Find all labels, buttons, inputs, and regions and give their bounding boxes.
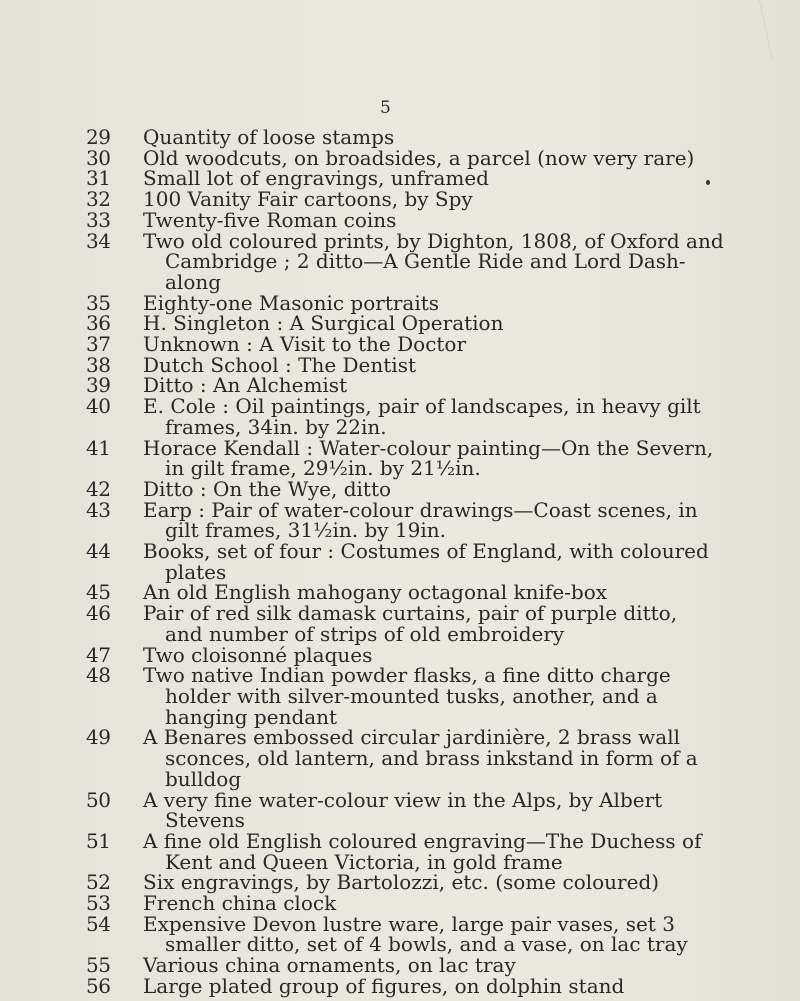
lot-description-line: Ditto : On the Wye, ditto xyxy=(143,476,392,501)
lot-description-line: Expensive Devon lustre ware, large pair vases, set 3 xyxy=(143,911,675,936)
lot-number: 36 xyxy=(86,311,111,336)
lot-description xyxy=(143,290,786,315)
lot-number: 54 xyxy=(86,911,111,936)
lot-item xyxy=(86,911,786,957)
lot-description-line: Six engravings, by Bartolozzi, etc. (some coloured) xyxy=(143,870,660,895)
lot-item xyxy=(86,476,786,501)
lot-number: 55 xyxy=(86,953,111,978)
lot-item xyxy=(86,603,786,644)
lot-description-continuation: plates xyxy=(165,559,227,584)
lot-number: 43 xyxy=(86,497,111,522)
lot-description xyxy=(143,476,786,501)
lot-item xyxy=(86,642,786,667)
lot-item xyxy=(86,828,786,874)
lot-number: 31 xyxy=(86,166,111,191)
lot-description-continuation: and number of strips of old embroidery xyxy=(165,621,565,646)
lot-number: 47 xyxy=(86,642,111,667)
lot-description-line: E. Cole : Oil paintings, pair of landscapes, in heavy gilt xyxy=(143,394,701,419)
lot-item xyxy=(86,497,786,543)
lot-description xyxy=(144,603,786,644)
lot-number: 32 xyxy=(86,187,111,212)
lot-item xyxy=(86,435,786,481)
lot-description xyxy=(143,435,786,481)
lot-item xyxy=(86,375,786,396)
lot-item xyxy=(86,541,786,582)
lot-description-line: A very fine water-colour view in the Alps, by Albert xyxy=(143,787,663,812)
lot-description xyxy=(143,352,786,377)
lot-description-line: 100 Vanity Fair cartoons, by Spy xyxy=(143,187,473,212)
lot-item xyxy=(86,334,786,355)
lot-item xyxy=(86,582,786,603)
lot-description xyxy=(143,145,786,170)
lot-description xyxy=(143,973,786,998)
lot-description-continuation: sconces, old lantern, and brass inkstand in form of a xyxy=(165,746,698,771)
lot-description xyxy=(143,497,786,543)
lot-item xyxy=(86,145,786,170)
lot-description-continuation: frames, 34in. by 22in. xyxy=(165,414,387,439)
lot-number: 42 xyxy=(86,476,111,501)
lot-description-continuation: along xyxy=(165,269,222,294)
lot-item xyxy=(86,665,786,727)
lot-description-line: Small lot of engravings, unframed xyxy=(143,166,489,191)
lot-number: 46 xyxy=(86,601,111,626)
lot-description-continuation: in gilt frame, 29½in. by 21½in. xyxy=(165,456,481,481)
lot-description xyxy=(144,396,786,437)
lot-item xyxy=(86,955,786,976)
lot-description-continuation: bulldog xyxy=(165,766,242,791)
lot-number: 51 xyxy=(86,828,111,853)
lot-description-line: Two native Indian powder flasks, a fine ditto charge xyxy=(143,663,671,688)
lot-number: 34 xyxy=(86,228,111,253)
lot-number: 39 xyxy=(86,373,111,398)
lot-description-line: Horace Kendall : Water-colour painting—On the Severn, xyxy=(143,435,714,460)
lot-number: 37 xyxy=(86,332,111,357)
lot-description xyxy=(144,334,786,355)
lot-item xyxy=(86,189,786,210)
lot-number: 29 xyxy=(86,125,111,149)
lot-description-line: Ditto : An Alchemist xyxy=(143,373,348,398)
lot-description-continuation: Kent and Queen Victoria, in gold frame xyxy=(165,849,563,874)
lot-description-continuation: gilt frames, 31½in. by 19in. xyxy=(165,518,447,543)
lot-item xyxy=(86,352,786,377)
lot-description-line: A fine old English coloured engraving—The Duchess of xyxy=(143,828,702,853)
lot-description xyxy=(144,313,786,334)
lot-item xyxy=(86,787,786,833)
lot-item xyxy=(86,207,786,232)
lot-description xyxy=(144,168,786,189)
lot-number: 45 xyxy=(86,580,111,605)
lot-number: 53 xyxy=(86,891,111,916)
lot-description-line: A Benares embossed circular jardinière, 2 brass wall xyxy=(143,725,681,750)
lot-description-line: Books, set of four : Costumes of England, with coloured xyxy=(143,539,709,564)
lot-description-continuation: Cambridge ; 2 ditto—A Gentle Ride and Lord Dash- xyxy=(165,249,686,274)
lot-description-line: Twenty-five Roman coins xyxy=(143,207,397,232)
lot-description xyxy=(143,828,786,874)
lot-number: 44 xyxy=(86,539,111,564)
lot-description-line: Two cloisonné plaques xyxy=(143,642,373,667)
lot-number: 50 xyxy=(86,787,111,812)
lot-item xyxy=(86,727,786,789)
lot-description-line: Large plated group of figures, on dolphin stand xyxy=(143,973,625,998)
lot-description xyxy=(144,541,786,582)
lot-description xyxy=(144,375,786,396)
lot-description xyxy=(144,665,786,727)
lot-number: 33 xyxy=(86,207,111,232)
page-corner-fold xyxy=(759,0,800,60)
lot-description-line: French china clock xyxy=(143,891,337,916)
lot-description xyxy=(144,955,786,976)
lot-item xyxy=(86,168,786,189)
lot-description-line: Unknown : A Visit to the Doctor xyxy=(143,332,467,357)
lot-description xyxy=(144,727,786,789)
lot-number: 38 xyxy=(86,352,111,377)
lot-description xyxy=(143,911,786,957)
lot-number: 35 xyxy=(86,290,111,315)
lot-description xyxy=(143,207,786,232)
lot-item xyxy=(86,290,786,315)
page-number: 5 xyxy=(380,98,392,118)
lot-description-continuation: Stevens xyxy=(165,808,245,833)
lot-description-line: Two old coloured prints, by Dighton, 1808, of Oxford and xyxy=(143,228,724,253)
lot-description-line: Earp : Pair of water-colour drawings—Coast scenes, in xyxy=(143,497,698,522)
lot-description-line: Quantity of loose stamps xyxy=(143,125,395,149)
lot-description-line: Dutch School : The Dentist xyxy=(143,352,417,377)
lot-description xyxy=(144,893,786,914)
lot-description-line: Eighty-one Masonic portraits xyxy=(143,290,440,315)
lot-item xyxy=(86,127,786,148)
lot-description xyxy=(143,787,786,833)
lot-number: 56 xyxy=(86,973,111,998)
lot-number: 30 xyxy=(86,145,111,170)
lot-number: 52 xyxy=(86,870,111,895)
lot-description-line: Pair of red silk damask curtains, pair of purple ditto, xyxy=(143,601,678,626)
lot-description-continuation: smaller ditto, set of 4 bowls, and a vase, on lac tray xyxy=(165,932,688,957)
lot-number: 41 xyxy=(86,435,111,460)
lot-description xyxy=(144,582,786,603)
lot-item xyxy=(86,893,786,914)
lot-description-continuation: holder with silver-mounted tusks, another, and a xyxy=(165,683,658,708)
lot-item xyxy=(86,396,786,437)
lot-description xyxy=(143,642,786,667)
lot-description xyxy=(144,872,786,893)
lot-item xyxy=(86,313,786,334)
lot-description xyxy=(144,189,786,210)
lot-description xyxy=(144,127,786,148)
lot-description-line: Various china ornaments, on lac tray xyxy=(143,953,516,978)
lot-number: 49 xyxy=(86,725,111,750)
lot-item xyxy=(86,228,786,294)
lot-item xyxy=(86,973,786,998)
lot-number: 48 xyxy=(86,663,111,688)
lot-description-line: An old English mahogany octagonal knife-box xyxy=(143,580,608,605)
lot-description-continuation: hanging pendant xyxy=(165,704,338,729)
lot-list xyxy=(86,127,786,997)
lot-item xyxy=(86,872,786,893)
lot-number: 40 xyxy=(86,394,111,419)
lot-description xyxy=(143,228,786,294)
lot-description-line: Old woodcuts, on broadsides, a parcel (now very rare) xyxy=(143,145,695,170)
lot-description-line: H. Singleton : A Surgical Operation xyxy=(143,311,504,336)
